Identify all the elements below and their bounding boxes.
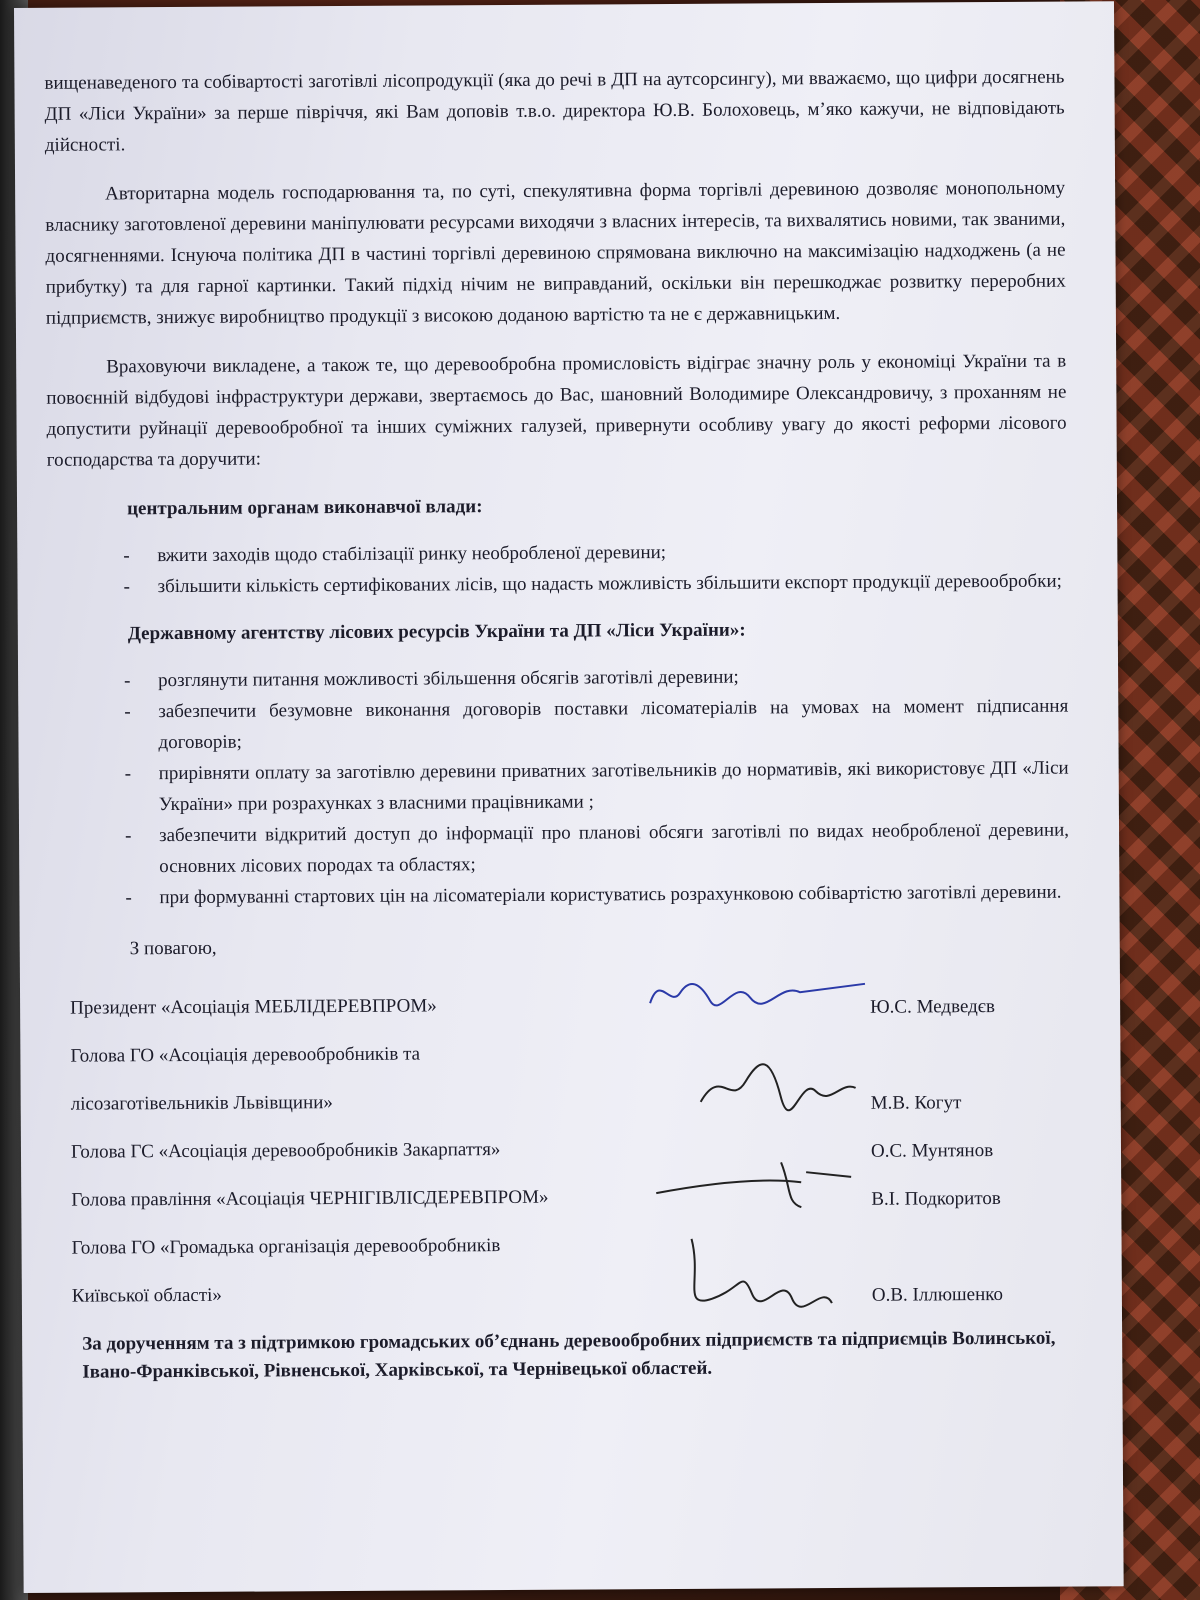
signature-medvedev (640, 962, 870, 1023)
list-item: - забезпечити безумовне виконання договорів поставки лісоматеріалів на умовах на момент підписання договорів; (48, 691, 1068, 759)
closing: З повагою, (129, 937, 217, 960)
signatory-row (51, 1123, 1071, 1177)
signatory-title: Голова ГО «Громадька організація деревообробників (71, 1235, 501, 1259)
signatory-title: Президент «Асоціація МЕБЛІДЕРЕВПРОМ» (70, 995, 437, 1019)
signatory-row (51, 1219, 1071, 1273)
signatory-title: Київської області» (71, 1284, 222, 1307)
heading-forest-agency: Державному агентству лісових ресурсів України та ДП «Ліси України»: (127, 619, 746, 645)
letter-body (44, 62, 1072, 1387)
list-item: - збільшити кількість сертифікованих лісів, що надасть можливість збільшити експорт продукції деревообробки; (47, 566, 1067, 603)
signature-podkorytov (651, 1152, 881, 1223)
list-item: - прирівняти оплату за заготівлю деревини приватних заготівельників до нормативів, які використовує ДП «Ліси України» при розрахунках з власними працівниками ; (49, 753, 1069, 821)
signatory-row (50, 979, 1070, 1033)
signatory-name: О.С. Мунтянов (870, 1140, 994, 1162)
signatory-name: О.В. Іллюшенко (871, 1283, 1004, 1306)
list-item: - розглянути питання можливості збільшення обсягів заготівлі деревини; (48, 660, 1068, 697)
signatory-title: Голова ГС «Асоціація деревообробників Закарпаття» (70, 1139, 501, 1163)
signatory-name: В.І. Подкоритов (871, 1187, 1001, 1210)
list-item: - забезпечити відкритий доступ до інформації про планові обсяги заготівлі по видах необробленої деревини, основних лісових породах та областях; (49, 815, 1069, 883)
signatory-title: Голова ГО «Асоціація деревообробників та (70, 1043, 421, 1067)
letter-page (14, 1, 1124, 1593)
list-item: - вжити заходів щодо стабілізації ринку необробленої деревини; (47, 535, 1067, 572)
list-item: - при формуванні стартових цін на лісоматеріали користуватись розрахунковою собівартістю заготівлі деревини. (49, 877, 1069, 914)
signature-illiushenko (671, 1228, 902, 1319)
list-executive-bodies (47, 535, 1067, 603)
paragraph-2: Авторитарна модель господарювання та, по суті, спекулятивна форма торгівлі деревиною дозволяє монопольному власнику заготовленої деревини маніпулювати ресурсами виходячи з власних інтересів, та вихвалятись новими, так званими, досягненнями. Існуюча політика ДП в частині торгівлі деревиною спрямована виключно на максимізацію надходжень (а не прибутку) та для гарної картинки. Такий підхід нічим не виправданий, оскільки він перешкоджає розвитку переробних підприємств, знижує виробництво продукції з високою доданою вартістю та не є державницьким. (45, 177, 1066, 329)
footer-note: За дорученням та з підтримкою громадських об’єднань деревообробних підприємств та підприємців Волинської, Івано-Франківської, Рівненської, Харківської, та Чернівецької областей. (82, 1327, 1056, 1383)
signatory-row (51, 1075, 1071, 1129)
paragraph-1: вищенаведеного та собівартості заготівлі лісопродукції (яка до речі в ДП на аутсорсингу), ми вважаємо, що цифри досягнень ДП «Ліси України» за перше півріччя, які Вам доповів т.в.о. директора Ю.В. Болоховець, м’яко кажучи, не відповідають дійсності. (44, 66, 1065, 156)
heading-executive-bodies: центральним органам виконавчої влади: (126, 496, 483, 520)
signatory-row (52, 1267, 1072, 1321)
list-forest-agency (48, 660, 1069, 914)
paragraph-3: Враховуючи викладене, а також те, що деревообробна промисловість відіграє значну роль у економіці України та в повоєнній відбудові інфраструктури держави, звертаємось до Вас, шановний Володимире Олександровичу, з проханням не допустити руйнації деревообробної та інших суміжних галузей, привернути особливу увагу до якості реформи лісового господарства та доручити: (46, 350, 1067, 471)
signatory-title: Голова правління «Асоціація ЧЕРНІГІВЛІСДЕРЕВПРОМ» (71, 1186, 549, 1211)
signatory-name: Ю.С. Медведєв (870, 996, 995, 1018)
signatory-name: М.В. Когут (870, 1092, 962, 1114)
signatory-title: лісозаготівельників Львівщини» (70, 1092, 333, 1115)
signatory-row (51, 1171, 1071, 1225)
